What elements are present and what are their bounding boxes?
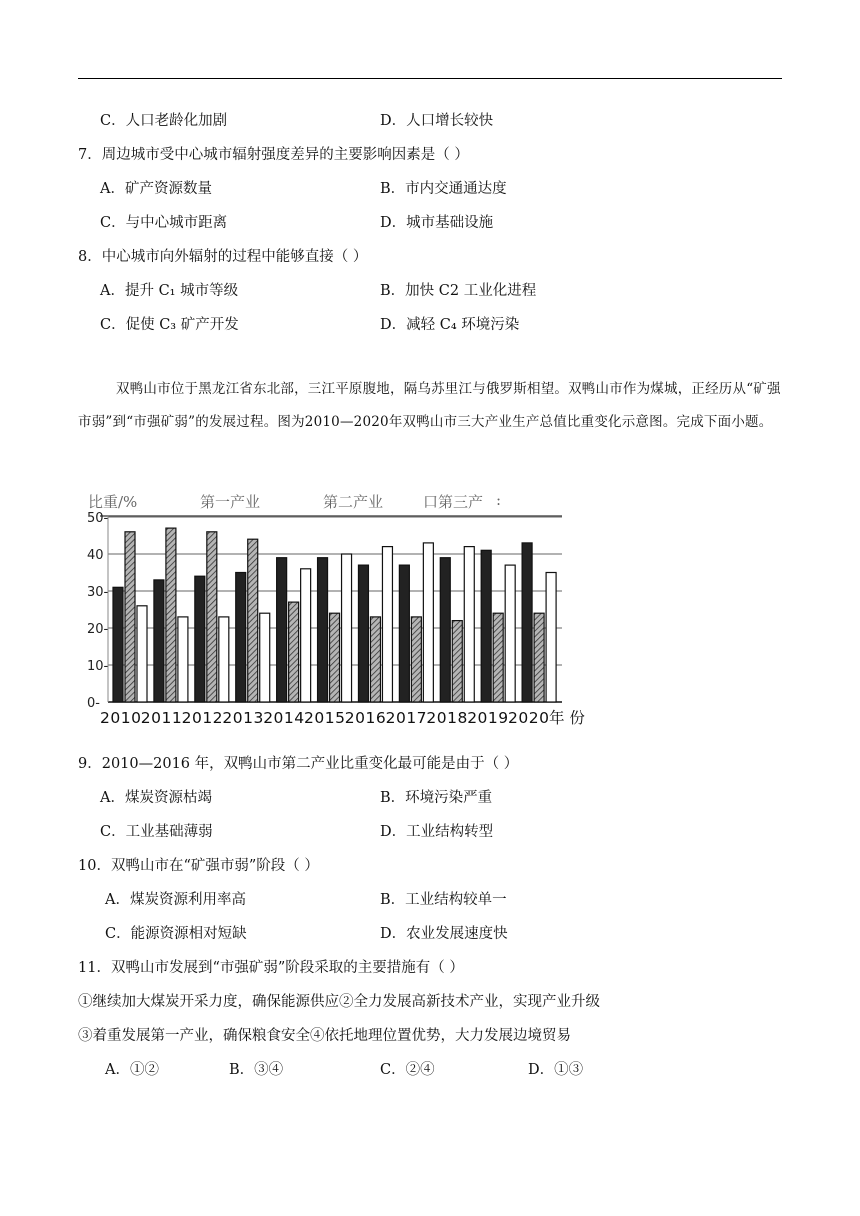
bar-tertiary-2014	[301, 569, 311, 702]
bar-primary-2013	[236, 573, 246, 703]
x-tick-label: 2016	[344, 709, 387, 727]
q9-option-c: C．工业基础薄弱	[100, 824, 213, 840]
q9-option-a: A．煤炭资源枯竭	[100, 790, 212, 806]
q8-option-c: C．促使 C₃ 矿产开发	[100, 317, 239, 333]
q10-option-c: C．能源资源相对短缺	[105, 926, 247, 942]
bar-secondary-2018	[452, 621, 462, 702]
x-tick-label: 2010	[100, 709, 142, 727]
q8-stem: 8．中心城市向外辐射的过程中能够直接（ ）	[78, 249, 368, 265]
q11-option-a: A．①②	[105, 1062, 159, 1078]
bar-tertiary-2011	[178, 617, 188, 702]
bar-primary-2018	[440, 558, 450, 702]
y-tick-label: 0-	[87, 696, 100, 711]
legend-secondary: 第二产业	[323, 493, 384, 511]
x-tick-label: 2017	[385, 709, 428, 727]
legend-tertiary: 口第三产	[423, 493, 484, 511]
y-tick-label: 50-	[87, 511, 109, 526]
q8-option-d: D．减轻 C₄ 环境污染	[380, 317, 520, 333]
bar-primary-2019	[481, 550, 491, 702]
q11-option-d: D．①③	[528, 1062, 584, 1078]
y-tick-label: 30-	[87, 585, 109, 600]
bar-tertiary-2020	[546, 573, 556, 703]
q7-stem: 7．周边城市受中心城市辐射强度差异的主要影响因素是（ ）	[78, 147, 469, 163]
bar-secondary-2011	[166, 528, 176, 702]
x-tick-label: 2019	[467, 709, 509, 727]
bar-secondary-2015	[330, 613, 340, 702]
bar-primary-2015	[318, 558, 328, 702]
chart-ylabel: 比重/%	[88, 493, 138, 511]
bar-tertiary-2018	[464, 547, 474, 702]
bar-primary-2017	[399, 565, 409, 702]
q11-option-b: B．③④	[229, 1062, 284, 1078]
x-tick-label: 2012	[181, 709, 224, 727]
q11-stem: 11．双鸭山市发展到“市强矿弱”阶段采取的主要措施有（ ）	[78, 960, 464, 976]
bar-tertiary-2019	[505, 565, 515, 702]
bar-secondary-2017	[411, 617, 421, 702]
reading-passage: 双鸭山市位于黑龙江省东北部，三江平原腹地，隔乌苏里江与俄罗斯相望。双鸭山市作为煤城，正经历从“矿强市弱”到“市强矿弱”的发展过程。图为2010—2020年双鸭山市三大产业生产总值比重变化示意图。完成下面小题。	[78, 381, 781, 430]
bar-primary-2016	[358, 565, 368, 702]
bar-primary-2012	[195, 576, 205, 702]
q11-statement-line-1: ①继续加大煤炭开采力度，确保能源供应②全力发展高新技术产业，实现产业升级	[78, 994, 600, 1010]
bar-secondary-2019	[493, 613, 503, 702]
bar-tertiary-2017	[423, 543, 433, 702]
bar-tertiary-2010	[137, 606, 147, 702]
bar-tertiary-2015	[342, 554, 352, 702]
q11-option-c: C．②④	[380, 1062, 435, 1078]
q10-option-a: A．煤炭资源利用率高	[105, 892, 246, 908]
y-tick-label: 20-	[87, 622, 109, 637]
q7-option-d: D．城市基础设施	[380, 215, 494, 231]
q8-option-b: B．加快 C2 工业化进程	[380, 283, 537, 299]
q9-stem: 9．2010—2016 年，双鸭山市第二产业比重变化最可能是由于（ ）	[78, 756, 519, 772]
q6-option-c: C．人口老龄化加剧	[100, 113, 228, 129]
bar-tertiary-2012	[219, 617, 229, 702]
x-tick-label: 2020	[508, 709, 550, 727]
x-tick-label: 2018	[426, 709, 468, 727]
q7-option-c: C．与中心城市距离	[100, 215, 228, 231]
x-tick-label: 2015	[304, 709, 346, 727]
bar-primary-2014	[277, 558, 287, 702]
x-tick-label: 2013	[222, 709, 264, 727]
q10-option-d: D．农业发展速度快	[380, 926, 508, 942]
bar-secondary-2020	[534, 613, 544, 702]
bar-primary-2020	[522, 543, 532, 702]
q9-option-b: B．环境污染严重	[380, 790, 493, 806]
bar-secondary-2010	[125, 532, 135, 702]
q10-option-b: B．工业结构较单一	[380, 892, 507, 908]
legend-tail: :	[496, 491, 502, 509]
bar-secondary-2014	[289, 602, 299, 702]
bar-tertiary-2016	[382, 547, 392, 702]
bar-primary-2011	[154, 580, 164, 702]
bar-secondary-2013	[248, 539, 258, 702]
q11-statement-line-2: ③着重发展第一产业，确保粮食安全④依托地理位置优势，大力发展边境贸易	[78, 1028, 571, 1044]
x-axis-label: 年 份	[549, 709, 585, 727]
bar-secondary-2012	[207, 532, 217, 702]
bar-tertiary-2013	[260, 613, 270, 702]
q9-option-d: D．工业结构转型	[380, 824, 494, 840]
q7-option-b: B．市内交通通达度	[380, 181, 507, 197]
q6-option-d: D．人口增长较快	[380, 113, 494, 129]
y-tick-label: 40	[87, 548, 104, 563]
q7-option-a: A．矿产资源数量	[100, 181, 212, 197]
bar-secondary-2016	[370, 617, 380, 702]
y-tick-label: 10-	[87, 659, 109, 674]
q10-stem: 10．双鸭山市在“矿强市弱”阶段（ ）	[78, 858, 319, 874]
bar-primary-2010	[113, 587, 123, 702]
q8-option-a: A．提升 C₁ 城市等级	[100, 283, 239, 299]
x-tick-label: 2011	[140, 709, 183, 727]
legend-primary: 第一产业	[200, 493, 261, 511]
x-tick-label: 2014	[263, 709, 305, 727]
